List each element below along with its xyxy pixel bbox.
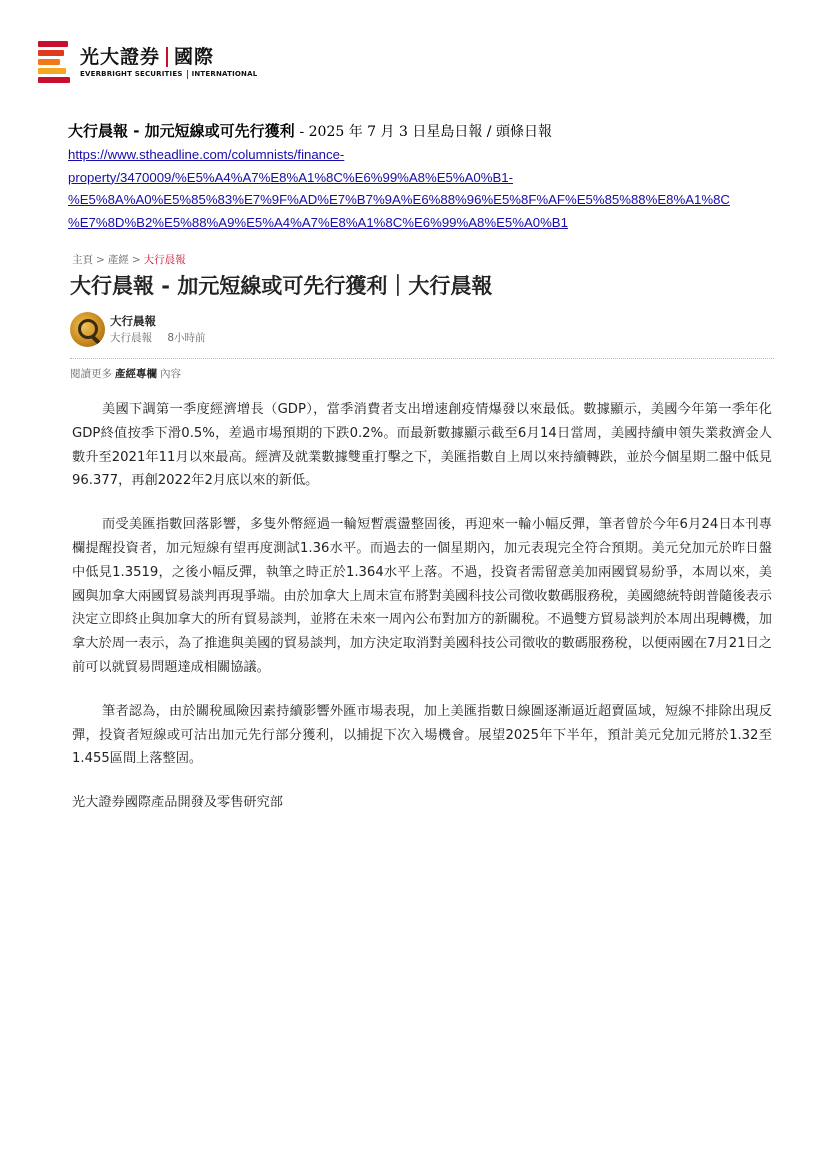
logo-divider xyxy=(166,47,168,67)
logo-divider-small xyxy=(187,70,188,79)
source-url-line-4[interactable]: %E7%8D%B2%E5%88%A9%E5%A4%A7%E8%A1%8C%E6%99%A8%E5%A0%B1 xyxy=(68,214,568,230)
read-more-prefix: 閱讀更多 xyxy=(70,368,112,380)
author-block xyxy=(70,311,206,347)
source-url-line-3[interactable]: %E5%8A%A0%E5%85%83%E7%9F%AD%E7%B7%9A%E6%88%96%E5%8F%AF%E5%85%88%E8%A1%8C xyxy=(68,192,730,207)
breadcrumb-separator: > xyxy=(96,254,105,266)
read-more xyxy=(70,366,181,381)
source-url-line-2[interactable]: property/3470009/%E5%A4%A7%E8%A1%8C%E6%99%A8%E5%A0%B1- xyxy=(68,169,513,185)
article-paragraph-1: 美國下調第一季度經濟增長（GDP），當季消費者支出增速創疫情爆發以來最低。數據顯示，美國今年第一季年化GDP終值按季下滑0.5%，差過市場預期的下跌0.2%。而最新數據顯示截至6月14日當周，美國持續申領失業救濟金人數升至2021年11月以來最高。經濟及就業數據雙重打擊之下，美匯指數自上周以來持續轉跌，並於今個星期二盤中低見96.377，再創2022年2月底以來的新低。 xyxy=(72,402,772,489)
logo-name-en-2: INTERNATIONAL xyxy=(191,70,258,78)
article-signature: 光大證券國際產品開發及零售研究部 xyxy=(72,795,283,811)
header-line xyxy=(68,119,768,144)
logo-name-en-1: EVERBRIGHT SECURITIES xyxy=(80,70,183,78)
breadcrumb xyxy=(72,252,186,267)
company-logo xyxy=(38,40,257,84)
publish-time: 8小時前 xyxy=(167,331,206,344)
logo-mark-icon xyxy=(38,41,72,83)
source-url-line-1[interactable]: https://www.stheadline.com/columnists/finance- xyxy=(68,147,345,162)
header-title: 大行晨報 - 加元短線或可先行獲利 xyxy=(68,122,295,140)
article-paragraph-3: 筆者認為，由於關稅風險因素持續影響外匯市場表現，加上美匯指數日線圖逐漸逼近超賣區域，短線不排除出現反彈，投資者短線或可沽出加元先行部分獲利，以捕捉下次入場機會。展望2025年下半年，預計美元兌加元將於1.32至1.455區間上落整固。 xyxy=(72,703,772,767)
breadcrumb-home[interactable]: 主頁 xyxy=(72,254,93,266)
avatar[interactable] xyxy=(70,312,105,347)
author-name[interactable]: 大行晨報 xyxy=(110,313,156,328)
article-title: 大行晨報 - 加元短線或可先行獲利｜大行晨報 xyxy=(70,274,493,298)
breadcrumb-section[interactable]: 產經 xyxy=(107,254,129,266)
header-meta: - 2025 年 7 月 3 日星島日報 / 頭條日報 xyxy=(299,124,552,140)
breadcrumb-current[interactable]: 大行晨報 xyxy=(143,254,186,266)
logo-name-cn-1: 光大證券 xyxy=(80,45,161,68)
article-body xyxy=(72,398,772,835)
divider xyxy=(70,358,774,359)
read-more-tag[interactable]: 產經專欄 xyxy=(115,368,157,380)
breadcrumb-separator: > xyxy=(131,254,141,266)
author-meta xyxy=(110,330,206,346)
document-header xyxy=(68,119,768,234)
article-paragraph-2: 而受美匯指數回落影響，多隻外幣經過一輪短暫震盪整固後，再迎來一輪小幅反彈，筆者曾於今年6月24日本刊專欄提醒投資者，加元短線有望再度測試1.36水平。而過去的一個星期內，加元表現完全符合預期。美元兌加元於昨日盤中低見1.3519，之後小幅反彈，執筆之時正於1.364水平上落。不過，投資者需留意美加兩國貿易紛爭，本周以來，美國與加拿大兩國貿易談判再現爭端。由於加拿大上周末宣布將對美國科技公司徵收數碼服務稅，美國總統特朗普隨後表示決定立即終止與加拿大的所有貿易談判，並將在未來一周內公布對加方的新關稅。不過雙方貿易談判於本周出現轉機，加拿大於周一表示，為了推進與美國的貿易談判，加方決定取消對美國科技公司徵收的數碼服務稅，以便兩國在7月21日之前可以就貿易問題達成相關協議。 xyxy=(72,517,772,675)
logo-name-cn-2: 國際 xyxy=(174,45,215,68)
read-more-suffix: 內容 xyxy=(160,368,181,380)
author-column[interactable]: 大行晨報 xyxy=(110,331,152,344)
